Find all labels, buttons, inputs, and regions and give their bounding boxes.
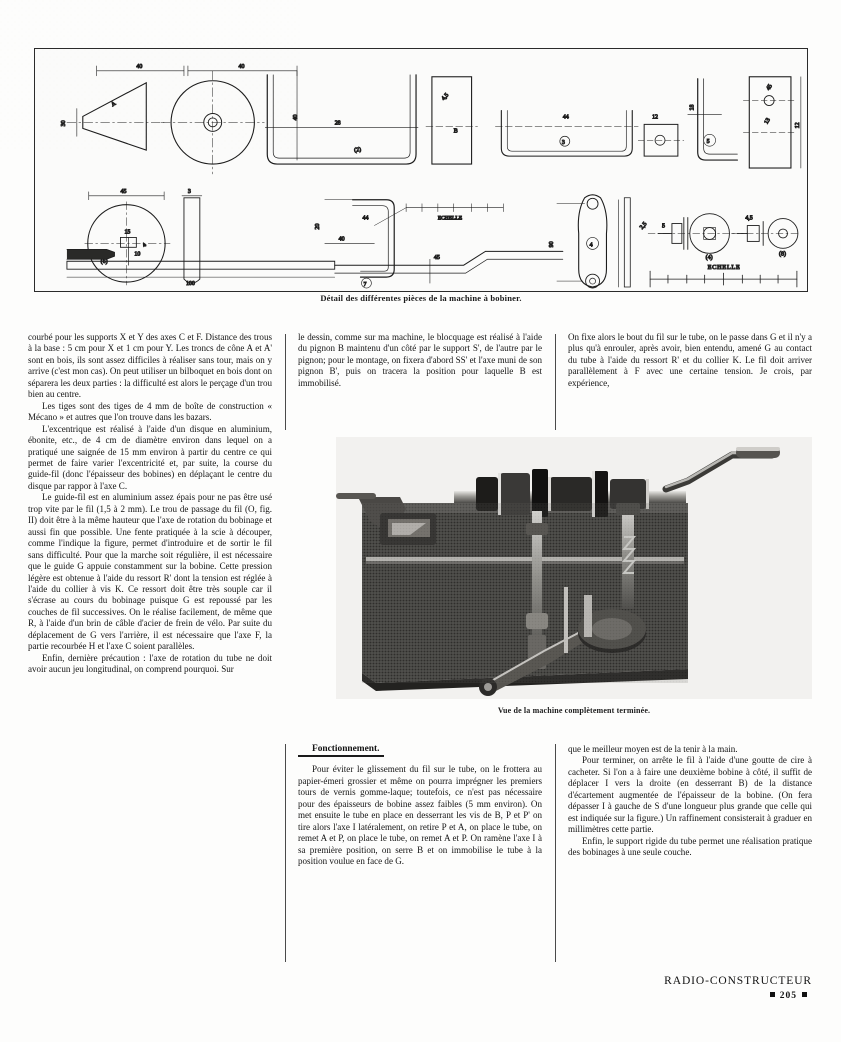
svg-text:ECHELLE: ECHELLE xyxy=(707,264,741,272)
svg-text:4: 4 xyxy=(589,242,593,249)
svg-text:7: 7 xyxy=(363,282,367,289)
svg-text:45: 45 xyxy=(433,255,440,262)
section-heading: Fonctionnement. xyxy=(312,744,380,754)
column-1 xyxy=(28,332,272,676)
paragraph: Pour terminer, on arrête le fil à l'aide d'une goutte de cire à cacheter. Si l'on a à faire une deuxième bobine à côté, il suffit de déplacer I vers la droite (en desserrant B) de la distance d'écartement augmentée de l'épaisseur de la bobine. (On fera dépasser I à gauche de S d'une longueur plus grande que celle qui est indiquée sur la figure.) Un raffinement consisterait à graduer en millimètres cette partie. xyxy=(568,755,812,835)
svg-text:28: 28 xyxy=(334,120,341,127)
svg-text:(8): (8) xyxy=(779,251,786,258)
masthead: RADIO-CONSTRUCTEUR xyxy=(664,975,812,987)
paragraph: Pour éviter le glissement du fil sur le tube, on le frottera au papier-émeri grossier et même on pourra imprégner les premiers tours de vernis gomme-laque; toutefois, ce n'est pas nécessaire pour des épaisseurs de bobine assez faibles (5 mm environ). On met ensuite le tube en place en desserrant les vis de B, P et P' on tire alors l'axe I latéralement, on retire P et A, on place le tube, on remet A et P, on place le tube, on remet A et P. On ramène l'axe I à sa première position, on serre B et on immobilise le tube à la position voulue en face de G. xyxy=(298,764,542,867)
machine-photograph xyxy=(336,437,812,699)
svg-text:(2): (2) xyxy=(353,146,362,155)
svg-text:44: 44 xyxy=(562,114,569,121)
paragraph: Les tiges sont des tiges de 4 mm de boîte de construction « Mécano » et autres que l'on trouve dans les bazars. xyxy=(28,400,272,423)
svg-text:4,5: 4,5 xyxy=(440,92,451,102)
svg-text:10: 10 xyxy=(134,251,141,258)
column-3-lower xyxy=(568,744,812,859)
svg-text:13: 13 xyxy=(763,117,772,126)
svg-text:100: 100 xyxy=(185,281,195,288)
svg-text:44: 44 xyxy=(362,215,369,222)
technical-drawing-plate xyxy=(34,48,808,292)
svg-text:12: 12 xyxy=(652,114,659,121)
svg-text:45: 45 xyxy=(120,188,127,195)
column-divider-2 xyxy=(555,334,556,430)
page-number: 205 xyxy=(779,991,797,1001)
column-divider-3 xyxy=(285,744,286,962)
svg-text:A: A xyxy=(110,100,118,109)
column-2 xyxy=(298,332,542,436)
paragraph: L'excentrique est réalisé à l'aide d'un disque en aluminium, ébonite, etc., de 4 cm de diamètre environ dans lequel on a pratiqué une saignée de 15 mm environ à partir du centre ce qui permet de faire varier l'excentricité et, par suite, la course du guide-fil (donc l'épaisseur des bobines) en déplaçant le centre du disque par rappor à l'axe C. xyxy=(28,423,272,491)
svg-text:40: 40 xyxy=(293,114,300,121)
paragraph: Enfin, dernière précaution : l'axe de rotation du tube ne doit avoir aucun jeu longitudinal, on comprend pourquoi. Sur xyxy=(28,652,272,675)
svg-text:3: 3 xyxy=(561,140,565,147)
svg-text:B: B xyxy=(453,128,458,135)
svg-text:40: 40 xyxy=(136,63,143,70)
svg-text:12: 12 xyxy=(794,122,801,129)
svg-text:90: 90 xyxy=(548,241,555,248)
page-number-block xyxy=(556,991,812,1001)
paragraph: courbé pour les supports X et Y des axes C et F. Distance des trous à la base : 5 cm pour X et 1 cm pour Y. Les troncs de cône A et A' sont en bois, ils sont assez difficiles à réaliser sans tour, mais on y arrive (c'est mon cas). On peut utiliser un bilboquet en bois dont on séparera les deux parties : la difficulté est alors le perçage d'un trou bien au centre. xyxy=(28,332,272,400)
column-divider-1 xyxy=(285,334,286,430)
svg-text:45: 45 xyxy=(765,83,774,92)
svg-text:20: 20 xyxy=(314,223,321,230)
paragraph: Enfin, le support rigide du tube permet une réalisation pratique des bobinages à une seule couche. xyxy=(568,835,812,858)
section-heading-rule xyxy=(298,755,384,757)
photo-halftone xyxy=(336,437,812,699)
photo-caption: Vue de la machine complètement terminée. xyxy=(497,706,651,715)
svg-text:4: 4 xyxy=(141,242,148,249)
svg-text:(4): (4) xyxy=(705,255,713,262)
svg-text:40: 40 xyxy=(338,236,345,243)
square-bullet-left-icon xyxy=(770,992,775,997)
svg-text:3: 3 xyxy=(187,188,191,195)
column-2-lower xyxy=(298,744,542,868)
svg-text:5: 5 xyxy=(706,139,710,146)
svg-text:4,5: 4,5 xyxy=(745,215,753,222)
paragraph: On fixe alors le bout du fil sur le tube, on le passe dans G et il n'y a plus qu'à enrouler, après avoir, bien entendu, amené G au contact du tube à l'aide du ressort R' et du collier K. Le fil doit arriver parallèlement à F avec une certaine tension. Je crois, par expérience, xyxy=(568,332,812,388)
column-divider-4 xyxy=(555,744,556,962)
paragraph: Le guide-fil est en aluminium assez épais pour ne pas être usé trop vite par le fil (1,5 à 2 mm). Le trou de passage du fil (O, fig. II) doit être à la même hauteur que l'axe de rotation du bobinage et aussi fin que possible. Une fente pratiquée à la scie à découper, comme l'indique la figure, permet d'introduire et de sortir le fil sans difficulté. Pour que la marche soit régulière, il est nécessaire que le guide G appuie constamment sur la bobine. Cette pression légère est obtenue à l'aide du ressort R' dont la tension est réglée à l'aide du collier à vis K. Ce ressort doit être très souple car il s'écrase au cours du bobinage puisque G est repoussé par les couches de fil successives. On le réalise facilement, de même que R, à l'aide d'un brin de câble d'acier de frein de vélo. Par suite du déplacement de G vers l'arrière, il est nécessaire que l'axe F, la partie recourbée H et l'axe C soient parallèles. xyxy=(28,492,272,652)
svg-text:ECHELLE: ECHELLE xyxy=(437,215,463,222)
page-footer xyxy=(556,975,812,1001)
svg-text:15: 15 xyxy=(124,229,131,236)
paragraph: le dessin, comme sur ma machine, le blocquage est réalisé à l'aide du pignon B maintenu d'un côté par le support S', de l'autre par le pignon; pour le montage, on fixera d'abord SS' et l'axe muni de son pignon B', puis on tracera la position pour laquelle B est immobilisé. xyxy=(298,332,542,388)
svg-text:40: 40 xyxy=(238,63,245,70)
paragraph: que le meilleur moyen est de la tenir à la main. xyxy=(568,744,738,754)
svg-text:(6): (6) xyxy=(100,259,108,266)
plate-caption: Détail des différentes pièces de la machine à bobiner. xyxy=(320,293,522,303)
svg-text:30: 30 xyxy=(60,120,67,127)
square-bullet-right-icon xyxy=(802,992,807,997)
svg-text:2,5: 2,5 xyxy=(639,221,649,231)
column-3 xyxy=(568,332,812,436)
svg-text:18: 18 xyxy=(689,104,696,111)
svg-text:5: 5 xyxy=(662,223,665,230)
